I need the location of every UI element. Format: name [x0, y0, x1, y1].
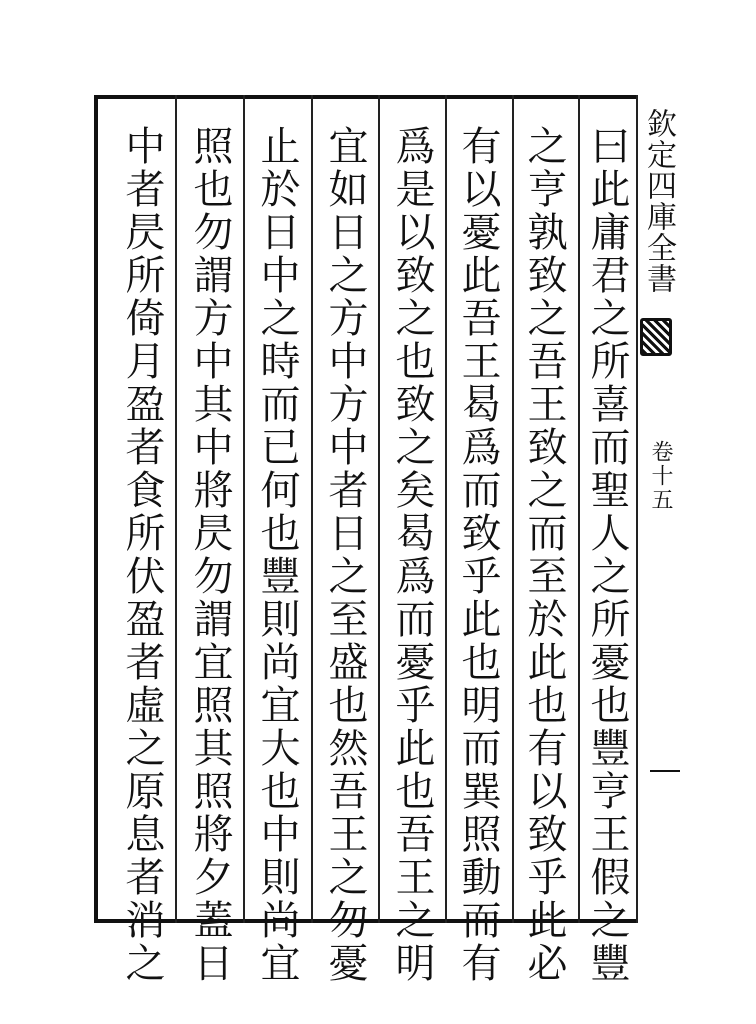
text-column-3: 有以憂此吾王曷爲而致乎此也明而巽照動而有: [455, 125, 501, 985]
text-column-1: 曰此庸君之所喜而聖人之所憂也豐亨王假之豐: [584, 125, 630, 985]
fish-tail-mark: [640, 318, 672, 356]
chapter-label: 卷十五: [648, 440, 673, 512]
margin-rule: [650, 770, 680, 772]
text-column-2: 之亨孰致之吾王致之而至於此也有以致乎此必: [521, 125, 567, 985]
text-column-6: 止於日中之時而已何也豐則尚宜大也中則尚宜: [254, 125, 300, 985]
text-column-8: 中者昃所倚月盈者食所伏盈者虛之原息者消之: [119, 125, 165, 985]
text-column-4: 爲是以致之也致之矣曷爲而憂乎此也吾王之明: [389, 125, 435, 985]
text-column-5: 宜如日之方中方中者日之至盛也然吾王之勿憂: [322, 125, 368, 985]
column-rule: [175, 95, 177, 923]
text-column-7: 照也勿謂方中其中將昃勿謂宜照其照將夕蓋日: [187, 125, 233, 985]
book-title: 欽定四庫全書: [641, 108, 676, 294]
